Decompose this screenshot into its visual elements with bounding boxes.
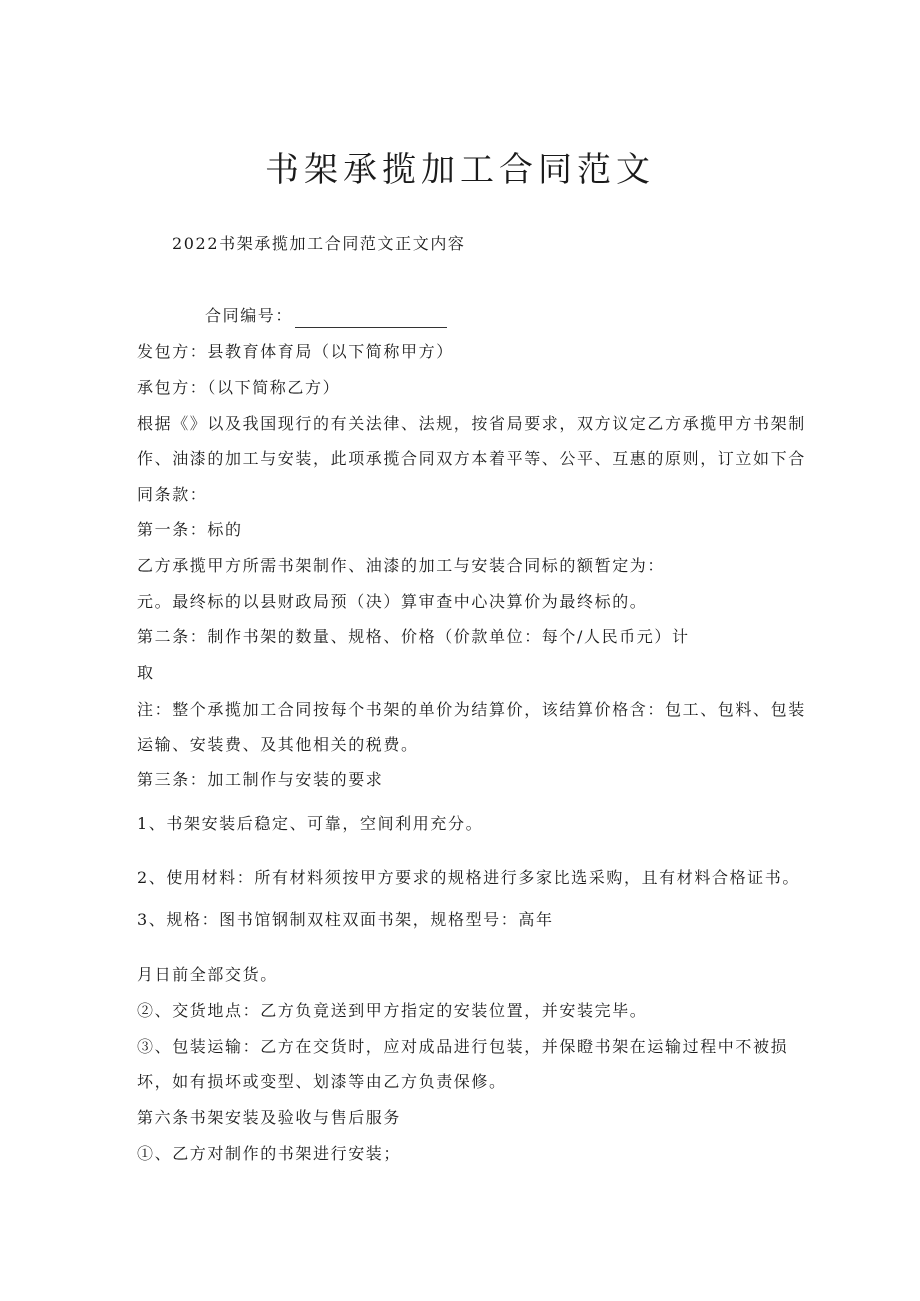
section-heading: 第一条：标的: [137, 520, 243, 539]
contract-number-blank: [295, 309, 447, 328]
body-line: 注：整个承揽加工合同按每个书架的单价为结算价，该结算价格含：包工、包料、包装: [137, 700, 806, 719]
list-item: 1、书架安装后稳定、可靠，空间利用充分。: [137, 814, 484, 833]
body-line: 乙方承揽甲方所需书架制作、油漆的加工与安装合同标的额暂定为：: [137, 556, 666, 575]
body-line: 月日前全部交货。: [137, 965, 278, 984]
document-title: 书架承揽加工合同范文: [265, 150, 655, 190]
body-line: 作、油漆的加工与安装，此项承揽合同双方本着平等、公平、互惠的原则，订立如下合: [137, 449, 806, 468]
body-line: 同条款：: [137, 485, 208, 504]
body-line: 发包方：县教育体育局（以下简称甲方）: [137, 342, 454, 361]
list-item: ①、乙方对制作的书架进行安装；: [137, 1144, 402, 1163]
contract-number-line: [205, 304, 447, 328]
body-line: 坏，如有损坏或变型、划漆等由乙方负责保修。: [137, 1072, 507, 1091]
list-item: ②、交货地点：乙方负竟送到甲方指定的安装位置，并安装完毕。: [137, 1001, 648, 1020]
section-heading: 第三条：加工制作与安装的要求: [137, 770, 384, 789]
section-heading: 第二条：制作书架的数量、规格、价格（价款单位：每个/人民币元）计: [137, 627, 690, 646]
section-heading: 第六条书架安装及验收与售后服务: [137, 1108, 402, 1127]
list-item: 3、规格：图书馆钢制双柱双面书架，规格型号：高年: [137, 910, 554, 929]
body-line: 运输、安装费、及其他相关的税费。: [137, 735, 419, 754]
list-item: ③、包装运输：乙方在交货时，应对成品进行包装，并保瞪书架在运输过程中不被损: [137, 1037, 789, 1056]
body-line: 承包方：（以下简称乙方）: [137, 378, 341, 397]
document-subtitle: 2022书架承揽加工合同范文正文内容: [172, 234, 466, 253]
body-line: 取: [137, 663, 155, 682]
body-line: 元。最终标的以县财政局预（决）算审查中心决算价为最终标的。: [137, 592, 648, 611]
body-line: 根据《》以及我国现行的有关法律、法规，按省局要求，双方议定乙方承揽甲方书架制: [137, 414, 806, 433]
list-item: 2、使用材料：所有材料须按甲方要求的规格进行多家比选采购，且有材料合格证书。: [137, 868, 800, 887]
contract-number-label: 合同编号：: [205, 306, 294, 325]
